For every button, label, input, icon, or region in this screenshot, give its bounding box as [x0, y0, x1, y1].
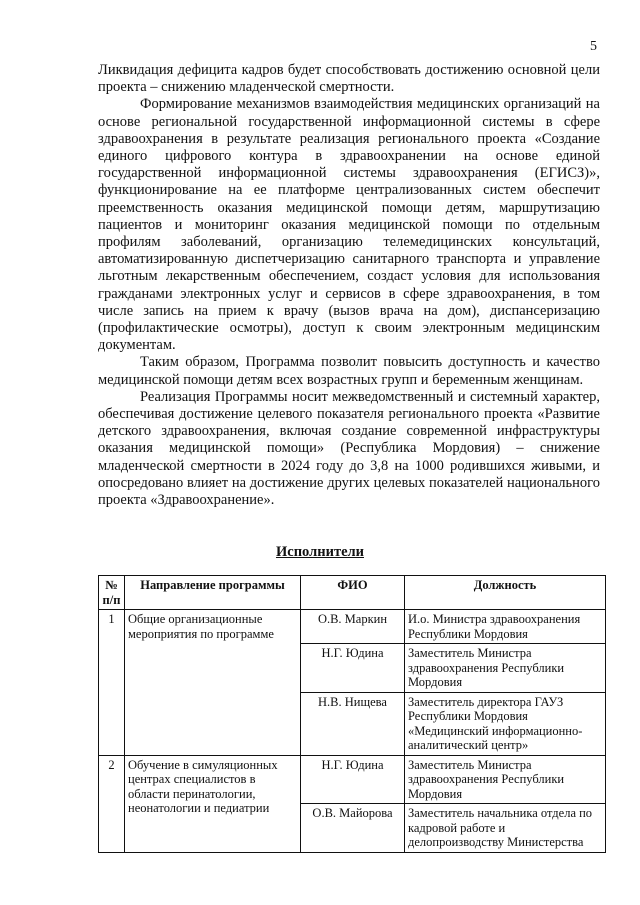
table-row [99, 610, 606, 644]
position-cell: Заместитель Министра здравоохранения Республики Мордовия [405, 755, 606, 804]
executors-table [98, 575, 606, 853]
header-position: Должность [405, 576, 606, 610]
row-number: 1 [99, 610, 125, 756]
fio-cell: О.В. Майорова [301, 804, 405, 853]
table-row [99, 755, 606, 804]
fio-cell: О.В. Маркин [301, 610, 405, 644]
table-header-row [99, 576, 606, 610]
position-cell: Заместитель начальника отдела по кадровой работе и делопроизводству Министерства [405, 804, 606, 853]
paragraph: Ликвидация дефицита кадров будет способствовать достижению основной цели проекта – снижению младенческой смертности. [98, 62, 600, 96]
position-cell: Заместитель директора ГАУЗ Республики Мордовия «Медицинский информационно-аналитический центр» [405, 692, 606, 755]
direction-cell: Общие организационные мероприятия по программе [125, 610, 301, 756]
position-cell: И.о. Министра здравоохранения Республики Мордовия [405, 610, 606, 644]
header-fio: ФИО [301, 576, 405, 610]
direction-cell: Обучение в симуляционных центрах специалистов в области перинатологии, неонатологии и педиатрии [125, 755, 301, 852]
paragraph: Формирование механизмов взаимодействия медицинских организаций на основе региональной государственной информационной системы в сфере здравоохранения в результате реализация регионального проекта «Создание единого цифрового контура в здравоохранении на основе единой государственной информационной системы здравоохранения (ЕГИСЗ)», функционирование на ее платформе централизованных систем обеспечит преемственность оказания медицинской помощи детям, маршрутизацию пациентов и мониторинг оказания медицинской помощи по отдельным профилям заболеваний, организацию телемедицинских консультаций, автоматизированную диспетчеризацию санитарного транспорта и управление льготным лекарственным обеспечением, создаст условия для использования гражданами электронных услуг и сервисов в сфере здравоохранения, в том числе запись на прием к врачу (вызов врача на дом), диспансеризацию (профилактические осмотры), доступ к своим электронным медицинским документам. [98, 96, 600, 354]
section-title: Исполнители [275, 544, 365, 560]
fio-cell: Н.Г. Юдина [301, 755, 405, 804]
paragraph: Реализация Программы носит межведомственный и системный характер, обеспечивая достижение целевого показателя регионального проекта «Развитие детского здравоохранения, включая создание современной инфраструктуры оказания медицинской помощи» (Республика Мордовия) – снижение младенческой смертности в 2024 году до 3,8 на 1000 родившихся живыми, и опосредовано влияет на достижение других целевых показателей национального проекта «Здравоохранение». [98, 388, 600, 509]
paragraph: Таким образом, Программа позволит повысить доступность и качество медицинской помощи детям всех возрастных групп и беременным женщинам. [98, 354, 600, 388]
page-number: 5 [590, 39, 597, 54]
position-cell: Заместитель Министра здравоохранения Республики Мордовия [405, 644, 606, 693]
fio-cell: Н.В. Нищева [301, 692, 405, 755]
header-direction: Направление программы [125, 576, 301, 610]
row-number: 2 [99, 755, 125, 852]
fio-cell: Н.Г. Юдина [301, 644, 405, 693]
header-number: № п/п [99, 576, 125, 610]
body-text [98, 62, 600, 509]
